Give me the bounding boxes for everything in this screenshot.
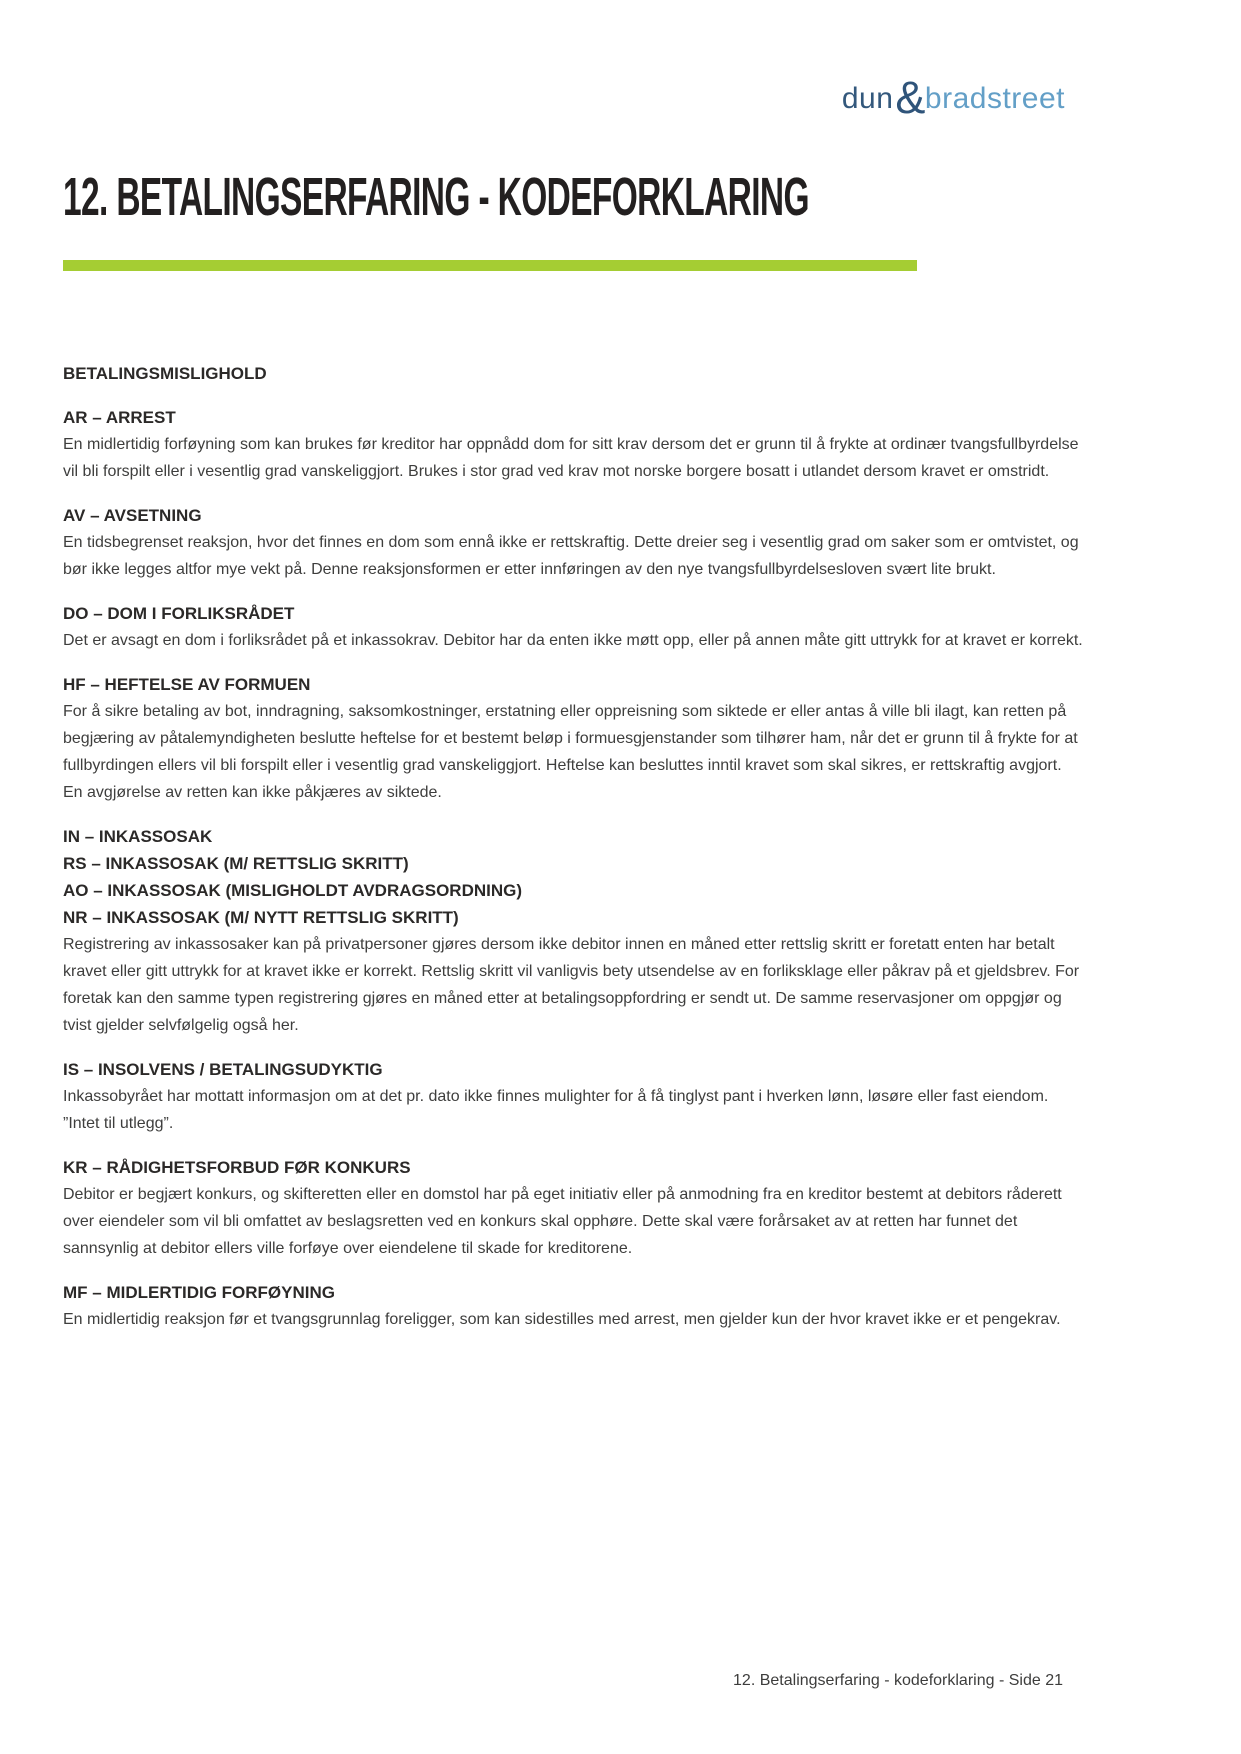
section-heading: IN – INKASSOSAK (63, 827, 213, 846)
section-body: Inkassobyrået har mottatt informasjon om at det pr. dato ikke finnes mulighter for å få tinglyst pant i hverken lønn, løsøre eller fast eiendom. ”Intet til utlegg”. (63, 1088, 1049, 1132)
section-mf-midlertidig-forfoyning (63, 1279, 1083, 1333)
section-do-dom-i-forliksradet (63, 600, 1083, 654)
section-heading: AO – INKASSOSAK (MISLIGHOLDT AVDRAGSORDNING) (63, 881, 523, 900)
section-heading: DO – DOM I FORLIKSRÅDET (63, 604, 295, 623)
dnb-logo-ampersand-icon: & (895, 72, 926, 123)
section-heading: HF – HEFTELSE AV FORMUEN (63, 675, 311, 694)
section-heading: MF – MIDLERTIDIG FORFØYNING (63, 1283, 335, 1302)
section-heading: KR – RÅDIGHETSFORBUD FØR KONKURS (63, 1158, 411, 1177)
section-body: En tidsbegrenset reaksjon, hvor det finnes en dom som ennå ikke er rettskraftig. Dette dreier seg i vesentlig grad om saker som er omtvistet, og bør ikke legges altfor mye vekt på. Denne reaksjonsformen er etter innføringen av den nye tvangsfullbyrdelsesloven svært lite brukt. (63, 534, 1079, 578)
page-footer: 12. Betalingserfaring - kodeforklaring - Side 21 (733, 1672, 1063, 1689)
section-heading: AR – ARREST (63, 408, 176, 427)
section-av-avsetning (63, 502, 1083, 583)
section-body: Registrering av inkassosaker kan på privatpersoner gjøres dersom ikke debitor innen en måned etter rettslig skritt er foretatt enten har betalt kravet eller gitt uttrykk for at kravet ikke er korrekt. Rettslig skritt vil vanligvis bety utsendelse av en forliksklage eller påkrav på et gjeldsbrev. For foretak kan den samme typen registrering gjøres en måned etter at betalingsoppfordring er sendt ut. De samme reservasjoner om oppgjør og tvist gjelder selvfølgelig også her. (63, 936, 1080, 1034)
section-inkassosak-codes (63, 823, 1083, 1039)
document-body (63, 360, 1083, 1333)
dnb-logo (841, 72, 1065, 123)
page-title (63, 167, 1241, 227)
section-is-insolvens (63, 1056, 1083, 1137)
section-heading: RS – INKASSOSAK (M/ RETTSLIG SKRITT) (63, 854, 409, 873)
section-body: En midlertidig forføyning som kan brukes før kreditor har oppnådd dom for sitt krav dersom det er grunn til å frykte at ordinær tvangsfullbyrdelse vil bli forspilt eller i vesentlig grad vanskeliggjort. Brukes i stor grad ved krav mot norske borgere bosatt i utlandet dersom kravet er omstridt. (63, 436, 1079, 480)
section-kr-radighetsforbud (63, 1154, 1083, 1262)
section-body: Det er avsagt en dom i forliksrådet på et inkassokrav. Debitor har da enten ikke møtt opp, eller på annen måte gitt uttrykk for at kravet er korrekt. (63, 632, 1083, 649)
section-body: En midlertidig reaksjon før et tvangsgrunnlag foreligger, som kan sidestilles med arrest, men gjelder kun der hvor kravet ikke er et pengekrav. (63, 1311, 1061, 1328)
section-ar-arrest (63, 404, 1083, 485)
dnb-logo-word-bradstreet: bradstreet (924, 82, 1065, 115)
page-title-text: 12. BETALINGSERFARING - KODEFORKLARING (63, 167, 809, 227)
section-heading: AV – AVSETNING (63, 506, 202, 525)
section-hf-heftelse-av-formuen (63, 671, 1083, 806)
section-body: Debitor er begjært konkurs, og skifteretten eller en domstol har på eget initiativ eller på anmodning fra en kreditor bestemt at debitors råderett over eiendeler som vil bli omfattet av beslagsretten ved en konkurs skal opphøre. Dette skal være forårsaket av at retten har funnet det sannsynlig at debitor ellers ville forføye over eiendelene til skade for kreditorene. (63, 1186, 1062, 1257)
section-heading: IS – INSOLVENS / BETALINGSUDYKTIG (63, 1060, 383, 1079)
section-heading: NR – INKASSOSAK (M/ NYTT RETTSLIG SKRITT) (63, 908, 459, 927)
dnb-logo-word-dun: dun (841, 82, 894, 115)
category-heading: BETALINGSMISLIGHOLD (63, 364, 267, 383)
title-accent-rule (63, 260, 917, 271)
section-body: For å sikre betaling av bot, inndragning, saksomkostninger, erstatning eller oppreisning som siktede er eller antas å ville bli ilagt, kan retten på begjæring av påtalemyndigheten beslutte heftelse for et bestemt beløp i formuesgjenstander som tilhører ham, når det er grunn til å frykte for at fullbyrdingen ellers vil bli forspilt eller i vesentlig grad vanskeliggjort. Heftelse kan besluttes inntil kravet som skal sikres, er rettskraftig avgjort. En avgjørelse av retten kan ikke påkjæres av siktede. (63, 703, 1078, 801)
